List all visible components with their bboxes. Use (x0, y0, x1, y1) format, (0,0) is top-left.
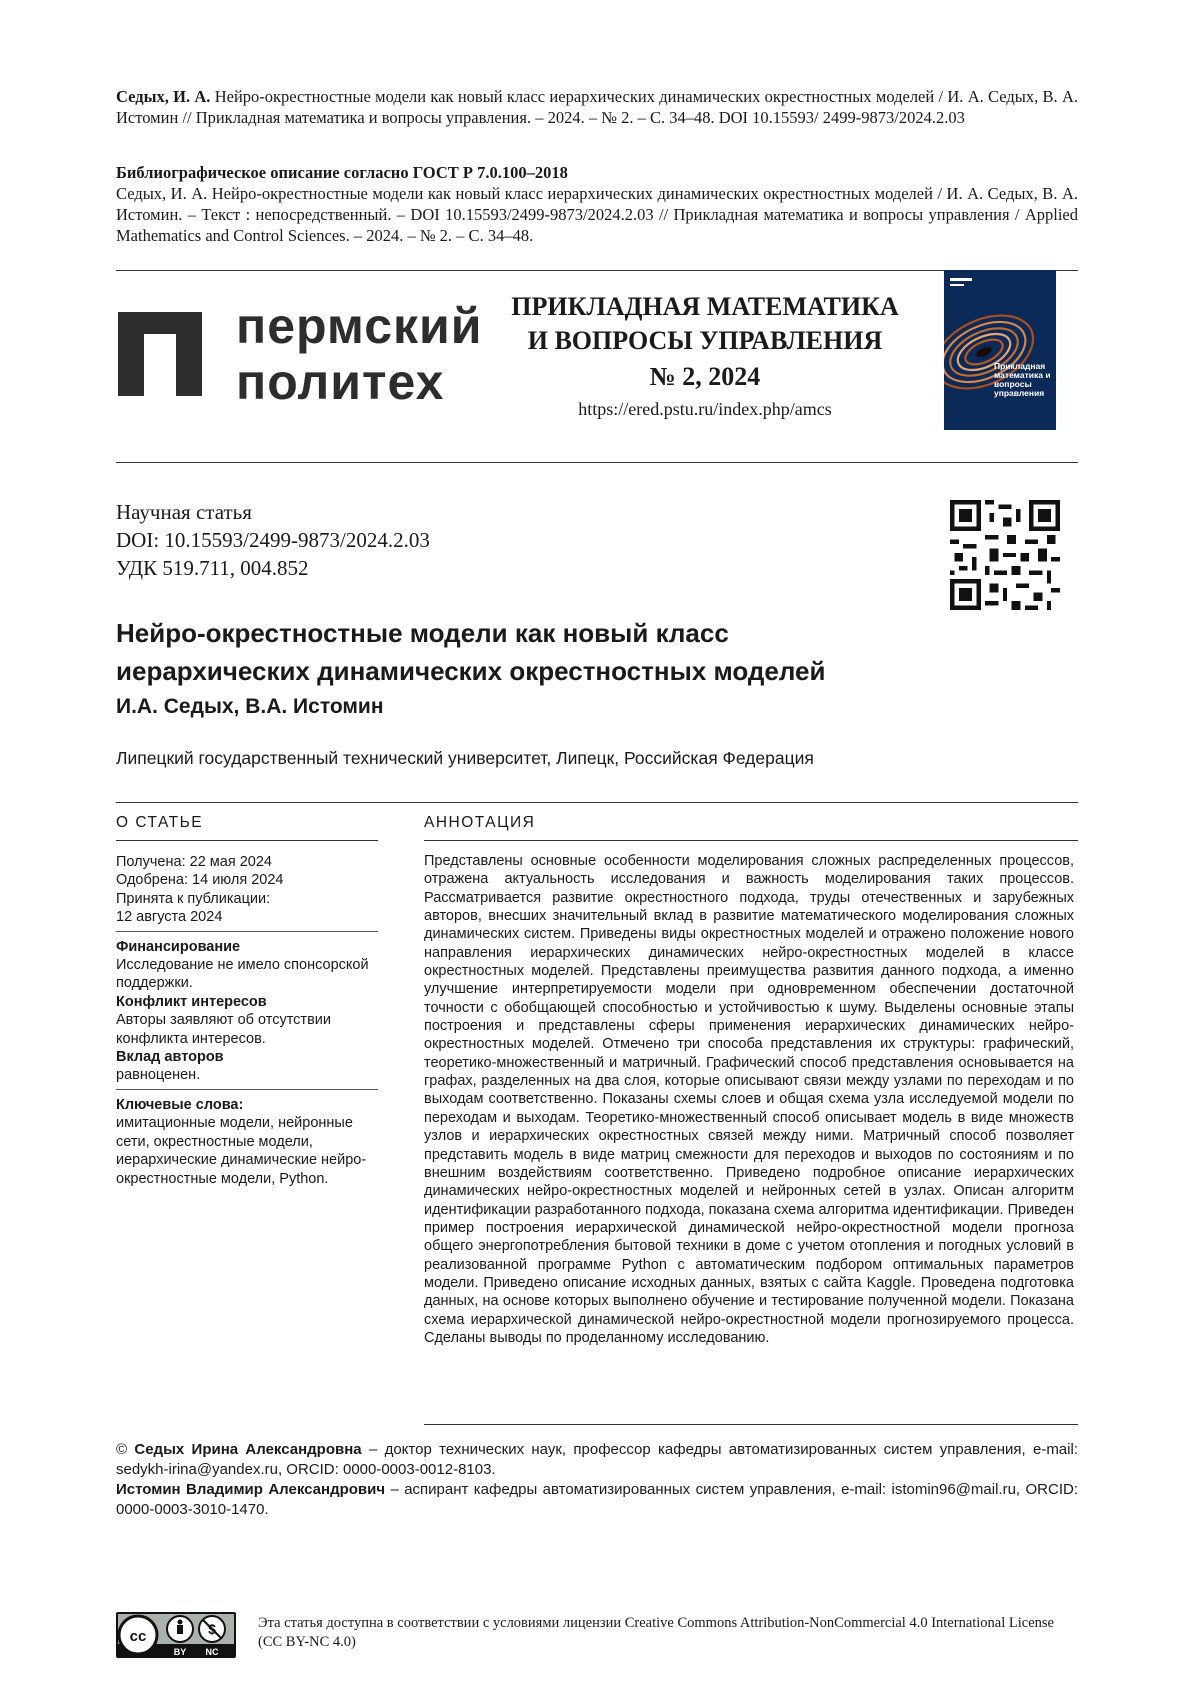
contribution-heading: Вклад авторов (116, 1048, 378, 1066)
journal-issue: № 2, 2024 (480, 358, 930, 396)
article-info-column (116, 853, 378, 1198)
noncommercial-icon (199, 1616, 225, 1642)
article-title-line-2: иерархических динамических окрестностных моделей (116, 652, 1016, 690)
author-2-info (116, 1480, 1078, 1520)
about-heading: О СТАТЬЕ (116, 814, 203, 832)
cc-by-label: BY (174, 1647, 187, 1657)
journal-title-line-2: И ВОПРОСЫ УПРАВЛЕНИЯ (480, 324, 930, 358)
article-title (116, 614, 1016, 690)
article-meta (116, 498, 430, 582)
university-logo-wordmark (236, 298, 483, 410)
funding-text: Исследование не имело спонсорской поддержки. (116, 956, 378, 993)
conflict-text: Авторы заявляют об отсутствии конфликта интересов. (116, 1011, 378, 1048)
author-info-block (116, 1440, 1078, 1520)
section-divider (116, 802, 1078, 803)
article-page (0, 0, 1200, 1698)
gost-citation-block (116, 162, 1078, 246)
copyright-symbol: © (116, 1441, 127, 1458)
article-type: Научная статья (116, 498, 430, 526)
cc-icon (119, 1616, 157, 1654)
cc-nc-label: NC (206, 1647, 219, 1657)
cover-swirl-graphic (944, 270, 1056, 430)
keywords-block (116, 1096, 378, 1192)
citation-author: Седых, И. А. (116, 87, 210, 106)
conflict-heading: Конфликт интересов (116, 993, 378, 1011)
cc-by-nc-badge[interactable] (116, 1612, 236, 1658)
funding-heading: Финансирование (116, 938, 378, 956)
citation-text: Нейро-окрестностные модели как новый класс иерархических динамических окрестностных моделей / И. А. Седых, В. А. Истомин // Прикладная математика и вопросы управления. – 2024. – № 2. – С. 34–48. DOI 10.15593/ 2499-9873/2024.2.03 (116, 87, 1078, 127)
qr-code[interactable] (950, 500, 1060, 610)
svg-text:cc: cc (130, 1628, 147, 1645)
author-1-info (116, 1440, 1078, 1480)
received-date: Получена: 22 мая 2024 (116, 853, 378, 871)
journal-cover-image (944, 270, 1056, 430)
license-text: Эта статья доступна в соответствии с условиями лицензии Creative Commons Attribution-NonCommercial 4.0 International License (CC BY-NC 4.0) (258, 1614, 1078, 1652)
article-authors: И.А. Седых, В.А. Истомин (116, 695, 384, 719)
university-logo-mark (118, 312, 202, 396)
abstract-bottom-rule (424, 1424, 1078, 1425)
author-1-details: – доктор технических наук, профессор кафедры автоматизированных систем управления, e-mail: sedykh-irina@yandex.ru, ORCID: 0000-0003-0012-8103. (116, 1441, 1078, 1478)
attribution-person-icon (167, 1616, 193, 1642)
contribution-text: равноценен. (116, 1066, 378, 1084)
author-2-name: Истомин Владимир Александрович (116, 1481, 385, 1498)
abstract-heading-rule (424, 840, 1078, 841)
logo-line-2: политех (236, 354, 483, 410)
citation-block (116, 86, 1078, 128)
gost-heading: Библиографическое описание согласно ГОСТ Р 7.0.100–2018 (116, 162, 1078, 183)
accepted-label: Принята к публикации: (116, 890, 378, 908)
header-divider-top (116, 270, 1078, 271)
article-udc: УДК 519.711, 004.852 (116, 554, 430, 582)
about-heading-rule (116, 840, 378, 841)
header-divider-bottom (116, 462, 1078, 463)
disclosures-block (116, 938, 378, 1090)
article-title-line-1: Нейро-окрестностные модели как новый класс (116, 614, 1016, 652)
abstract-heading: АННОТАЦИЯ (424, 814, 535, 832)
journal-url[interactable]: https://ered.pstu.ru/index.php/amcs (480, 396, 930, 422)
article-doi[interactable]: DOI: 10.15593/2499-9873/2024.2.03 (116, 526, 430, 554)
cover-title: Прикладная математика и вопросы управления (994, 362, 1054, 398)
author-2-details: – аспирант кафедры автоматизированных систем управления, e-mail: istomin96@mail.ru, ORCID: 0000-0003-3010-1470. (116, 1481, 1078, 1518)
approved-date: Одобрена: 14 июля 2024 (116, 871, 378, 889)
keywords-heading: Ключевые слова: (116, 1096, 378, 1114)
author-1-name: Седых Ирина Александровна (134, 1441, 361, 1458)
gost-text: Седых, И. А. Нейро-окрестностные модели как новый класс иерархических динамических окрестностных моделей / И. А. Седых, В. А. Истомин. – Текст : непосредственный. – DOI 10.15593/2499-9873/2024.2.03 // Прикладная математика и вопросы управления / Applied Mathematics and Control Sciences. – 2024. – № 2. – С. 34–48. (116, 184, 1078, 245)
keywords-text: имитационные модели, нейронные сети, окрестностные модели, иерархические динамические нейро-окрестностные модели, Python. (116, 1114, 378, 1188)
abstract-text: Представлены основные особенности моделирования сложных распределенных процессов, отражена актуальность исследования и важность моделирования таких процессов. Рассматривается развитие окрестностного подхода, труды отечественных и зарубежных авторов, внесших значительный вклад в развитие математического моделирования сложных динамических систем. Приведены виды окрестностных моделей и отражено положение нового направления иерархических динамических нейро-окрестностных моделей в классе окрестностных моделей. Представлены преимущества развития данного подхода, а именно улучшение интерпретируемости модели при одновременном обеспечении достаточной точности с обобщающей способностью и устойчивостью к шуму. Выделены основные этапы построения и представлены сферы применения иерархических динамических нейро-окрестностных моделей. Отмечено три способа представления их структуры: графический, теоретико-множественный и матричный. Графический способ представления основывается на графах, разделенных на два слоя, которые описывают связи между узлами по переходам и по выходам соответственно. Показаны схемы слоев и общая схема узла исследуемой модели по переходам и выходам. Теоретико-множественный способ описывает модель в виде множеств узлов и иерархических окрестностных связей между ними. Матричный способ позволяет представить модель в виде матриц смежности для переходов и выходов по состояниям и по внешним воздействиям соответственно. Приведено подробное описание иерархических динамических нейро-окрестностных моделей и нейронных сетей в узлах. Описан алгоритм идентификации разработанного подхода, показана схема алгоритма идентификации. Приведен пример построения иерархической динамической нейро-окрестностной модели прогноза общего энергопотребления бытовой техники в доме с учетом отопления и погодных условий в реализованной программе Python с автоматическим подбором оптимальных параметров модели. Приведено описание исходных данных, взятых с сайта Kaggle. Проведена подготовка данных, на основе которых выполнено обучение и тестирование полученной модели. Показана схема иерархической динамической нейро-окрестностной модели прогнозируемого процесса. Сделаны выводы по проделанному исследованию. (424, 852, 1074, 1347)
accepted-date: 12 августа 2024 (116, 908, 378, 926)
journal-header (480, 290, 930, 422)
author-affiliation: Липецкий государственный технический университет, Липецк, Российская Федерация (116, 748, 814, 769)
dates-block (116, 853, 378, 932)
logo-line-1: пермский (236, 298, 483, 354)
journal-title-line-1: ПРИКЛАДНАЯ МАТЕМАТИКА (480, 290, 930, 324)
